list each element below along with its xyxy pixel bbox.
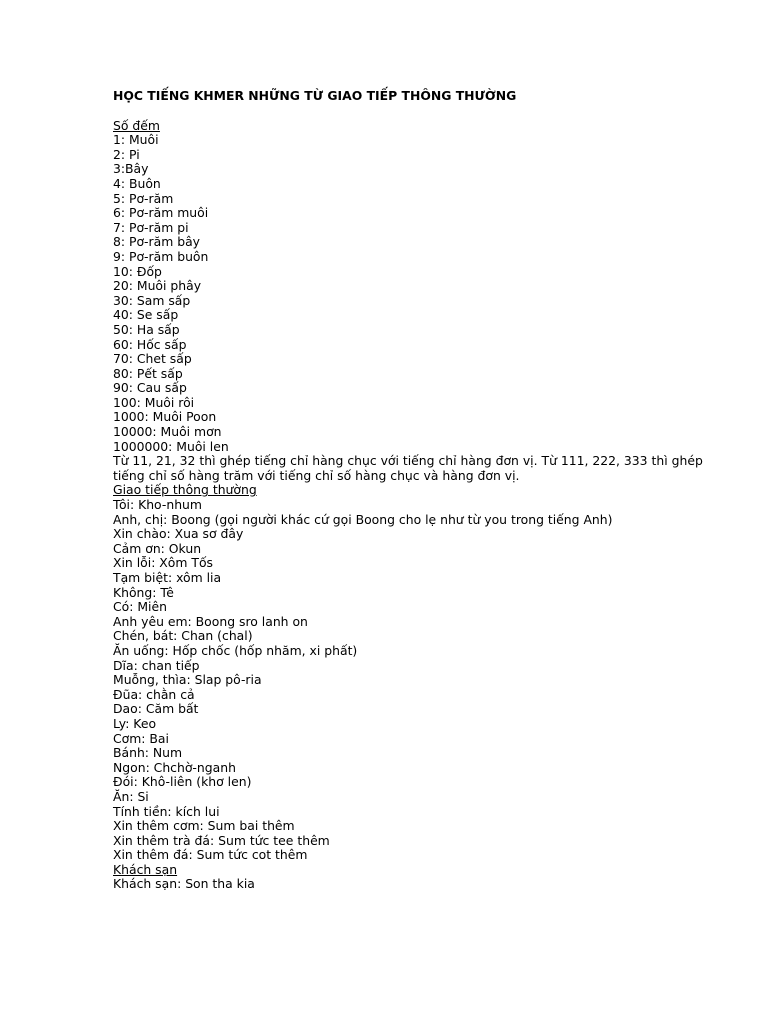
list-item: Chén, bát: Chan (chal) <box>113 628 253 644</box>
list-item: Ly: Keo <box>113 715 157 731</box>
list-item: 80: Pết sấp <box>113 365 183 381</box>
list-item: 10: Đốp <box>113 263 162 279</box>
list-item: 3:Bây <box>113 161 149 177</box>
list-item: 50: Ha sấp <box>113 321 180 337</box>
list-item: 30: Sam sấp <box>113 292 191 308</box>
list-item: Bánh: Num <box>113 745 183 761</box>
list-item: Anh yêu em: Boong sro lanh on <box>113 613 308 629</box>
list-item: Ăn: Si <box>113 788 149 804</box>
list-item: Ăn uống: Hốp chốc (hốp nhăm, xi phất) <box>113 642 358 658</box>
list-item: 1: Muôi <box>113 132 159 148</box>
list-item: Tôi: Kho-nhum <box>113 497 202 513</box>
list-item: 1000: Muôi Poon <box>113 409 217 425</box>
list-item: Xin chào: Xua sơ đây <box>113 526 244 542</box>
list-item: 9: Pơ-răm buôn <box>113 248 209 264</box>
list-item: 100: Muôi rôi <box>113 394 195 410</box>
list-item: 60: Hốc sấp <box>113 336 187 352</box>
list-item: Xin thêm đá: Sum tức cot thêm <box>113 847 308 863</box>
document-page <box>113 89 713 892</box>
list-item: Anh, chị: Boong (gọi người khác cứ gọi Boong cho lẹ như từ you trong tiếng Anh) <box>113 511 613 527</box>
list-item: 1000000: Muôi len <box>113 438 229 454</box>
list-item: Đói: Khô-liên (khơ len) <box>113 774 252 790</box>
list-item: 40: Se sấp <box>113 307 179 323</box>
document-title: HỌC TIẾNG KHMER NHỮNG TỪ GIAO TIẾP THÔNG THƯỜNG <box>113 88 517 103</box>
list-item: Tính tiền: kích lui <box>113 803 220 819</box>
list-item: Khách sạn: Son tha kia <box>113 876 255 892</box>
list-item: Không: Tê <box>113 584 174 600</box>
list-item: 6: Pơ-răm muôi <box>113 205 209 221</box>
list-item: 8: Pơ-răm bây <box>113 234 201 250</box>
section-heading: Giao tiếp thông thường <box>113 482 257 498</box>
list-item: Cơm: Bai <box>113 730 169 746</box>
list-item: Dĩa: chan tiếp <box>113 657 200 673</box>
list-item: 20: Muôi phây <box>113 278 202 294</box>
list-item: Muỗng, thìa: Slap pô-ria <box>113 672 262 688</box>
section-khach-san <box>113 863 713 892</box>
list-item: 90: Cau sấp <box>113 380 187 396</box>
paragraph-note: Từ 11, 21, 32 thì ghép tiếng chỉ hàng chục với tiếng chỉ hàng đơn vị. Từ 111, 222, 333 thì ghép tiếng chỉ số hàng trăm với tiếng chỉ số hàng chục và hàng đơn vị. <box>113 453 703 483</box>
section-heading: Khách sạn <box>113 861 178 877</box>
list-item: 2: Pi <box>113 146 140 162</box>
list-item: Dao: Căm bất <box>113 701 199 717</box>
list-item: Xin thêm cơm: Sum bai thêm <box>113 818 295 834</box>
section-heading: Số đếm <box>113 117 160 133</box>
list-item: 70: Chet sấp <box>113 351 192 367</box>
section-giao-tiep <box>113 483 713 862</box>
list-item: Tạm biệt: xôm lia <box>113 570 222 585</box>
list-item: Xin thêm trà đá: Sum tức tee thêm <box>113 832 330 848</box>
list-item: 4: Buôn <box>113 175 161 191</box>
list-item: Ngon: Chchờ-nganh <box>113 759 236 775</box>
list-item: 7: Pơ-răm pi <box>113 219 189 235</box>
list-item: Xin lỗi: Xôm Tốs <box>113 555 213 571</box>
list-item: 5: Pơ-răm <box>113 190 174 206</box>
list-item: 10000: Muôi mơn <box>113 424 222 440</box>
list-item: Cảm ơn: Okun <box>113 540 202 556</box>
section-so-dem <box>113 119 713 484</box>
list-item: Có: Miên <box>113 599 167 615</box>
list-item: Đũa: chằn cả <box>113 686 195 702</box>
